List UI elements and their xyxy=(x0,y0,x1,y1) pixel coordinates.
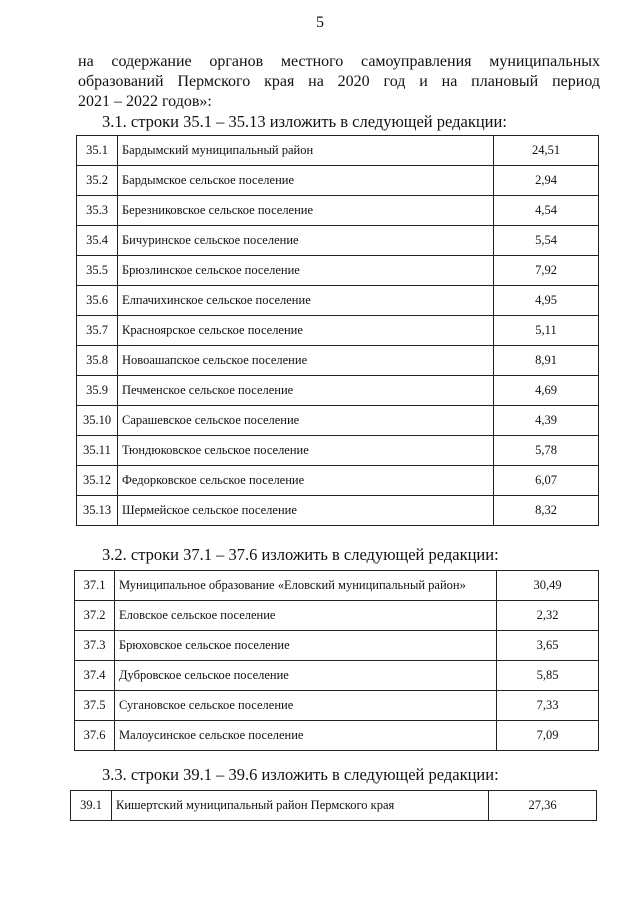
row-name: Малоусинское сельское поселение xyxy=(115,721,497,751)
table-row xyxy=(77,136,599,166)
table-row xyxy=(77,316,599,346)
row-number: 35.8 xyxy=(77,346,118,376)
row-value: 3,65 xyxy=(497,631,599,661)
row-number: 35.7 xyxy=(77,316,118,346)
table-row xyxy=(75,601,599,631)
table-row xyxy=(75,661,599,691)
table-row xyxy=(75,721,599,751)
row-value: 27,36 xyxy=(489,791,597,821)
intro-line-3: 2021 – 2022 годов»: xyxy=(78,93,212,110)
row-number: 37.2 xyxy=(75,601,115,631)
row-name: Брюзлинское сельское поселение xyxy=(118,256,494,286)
row-value: 30,49 xyxy=(497,571,599,601)
row-name: Шермейское сельское поселение xyxy=(118,496,494,526)
intro-paragraph xyxy=(78,52,600,112)
row-number: 35.1 xyxy=(77,136,118,166)
row-name: Елпачихинское сельское поселение xyxy=(118,286,494,316)
row-number: 35.2 xyxy=(77,166,118,196)
row-name: Бичуринское сельское поселение xyxy=(118,226,494,256)
row-value: 5,11 xyxy=(494,316,599,346)
row-number: 35.4 xyxy=(77,226,118,256)
row-number: 37.1 xyxy=(75,571,115,601)
row-value: 7,09 xyxy=(497,721,599,751)
row-number: 35.10 xyxy=(77,406,118,436)
row-value: 2,94 xyxy=(494,166,599,196)
row-value: 5,78 xyxy=(494,436,599,466)
row-value: 4,69 xyxy=(494,376,599,406)
table-row xyxy=(77,466,599,496)
table-rows-35 xyxy=(76,135,599,526)
intro-line-2: образований Пермского края на 2020 год и на плановый период xyxy=(78,73,600,90)
table-row xyxy=(77,286,599,316)
section-heading-3-3: 3.3. строки 39.1 – 39.6 изложить в следующей редакции: xyxy=(102,765,499,784)
row-value: 8,91 xyxy=(494,346,599,376)
table-row xyxy=(77,166,599,196)
row-number: 37.4 xyxy=(75,661,115,691)
row-name: Сарашевское сельское поселение xyxy=(118,406,494,436)
row-name: Бардымское сельское поселение xyxy=(118,166,494,196)
section-heading-3-1: 3.1. строки 35.1 – 35.13 изложить в следующей редакции: xyxy=(102,112,507,131)
row-number: 37.6 xyxy=(75,721,115,751)
row-name: Новоашапское сельское поселение xyxy=(118,346,494,376)
row-value: 7,33 xyxy=(497,691,599,721)
row-value: 6,07 xyxy=(494,466,599,496)
table-row xyxy=(75,631,599,661)
row-number: 39.1 xyxy=(71,791,112,821)
row-number: 37.3 xyxy=(75,631,115,661)
row-number: 35.13 xyxy=(77,496,118,526)
row-number: 35.12 xyxy=(77,466,118,496)
intro-line-1: на содержание органов местного самоуправления муниципальных xyxy=(78,53,600,70)
row-name: Муниципальное образование «Еловский муниципальный район» xyxy=(115,571,497,601)
table-row xyxy=(77,436,599,466)
table-row xyxy=(77,496,599,526)
table-rows-39 xyxy=(70,790,597,821)
row-name: Брюховское сельское поселение xyxy=(115,631,497,661)
table-row xyxy=(77,376,599,406)
row-name: Красноярское сельское поселение xyxy=(118,316,494,346)
row-number: 35.11 xyxy=(77,436,118,466)
row-value: 4,54 xyxy=(494,196,599,226)
row-name: Березниковское сельское поселение xyxy=(118,196,494,226)
row-name: Тюндюковское сельское поселение xyxy=(118,436,494,466)
row-value: 7,92 xyxy=(494,256,599,286)
page-number: 5 xyxy=(316,14,324,31)
row-value: 8,32 xyxy=(494,496,599,526)
table-row xyxy=(77,226,599,256)
row-number: 35.3 xyxy=(77,196,118,226)
table-row xyxy=(77,256,599,286)
row-value: 4,95 xyxy=(494,286,599,316)
row-name: Печменское сельское поселение xyxy=(118,376,494,406)
table-row xyxy=(77,196,599,226)
table-row xyxy=(77,406,599,436)
table-row xyxy=(75,691,599,721)
table-row xyxy=(71,791,597,821)
row-value: 4,39 xyxy=(494,406,599,436)
table-row xyxy=(77,346,599,376)
row-number: 35.5 xyxy=(77,256,118,286)
row-number: 35.9 xyxy=(77,376,118,406)
row-value: 24,51 xyxy=(494,136,599,166)
row-name: Бардымский муниципальный район xyxy=(118,136,494,166)
row-number: 35.6 xyxy=(77,286,118,316)
row-number: 37.5 xyxy=(75,691,115,721)
row-name: Еловское сельское поселение xyxy=(115,601,497,631)
row-name: Сугановское сельское поселение xyxy=(115,691,497,721)
table-row xyxy=(75,571,599,601)
row-value: 5,54 xyxy=(494,226,599,256)
section-heading-3-2: 3.2. строки 37.1 – 37.6 изложить в следующей редакции: xyxy=(102,545,499,564)
table-rows-37 xyxy=(74,570,599,751)
row-value: 5,85 xyxy=(497,661,599,691)
row-name: Федорковское сельское поселение xyxy=(118,466,494,496)
row-name: Кишертский муниципальный район Пермского края xyxy=(112,791,489,821)
row-value: 2,32 xyxy=(497,601,599,631)
row-name: Дубровское сельское поселение xyxy=(115,661,497,691)
